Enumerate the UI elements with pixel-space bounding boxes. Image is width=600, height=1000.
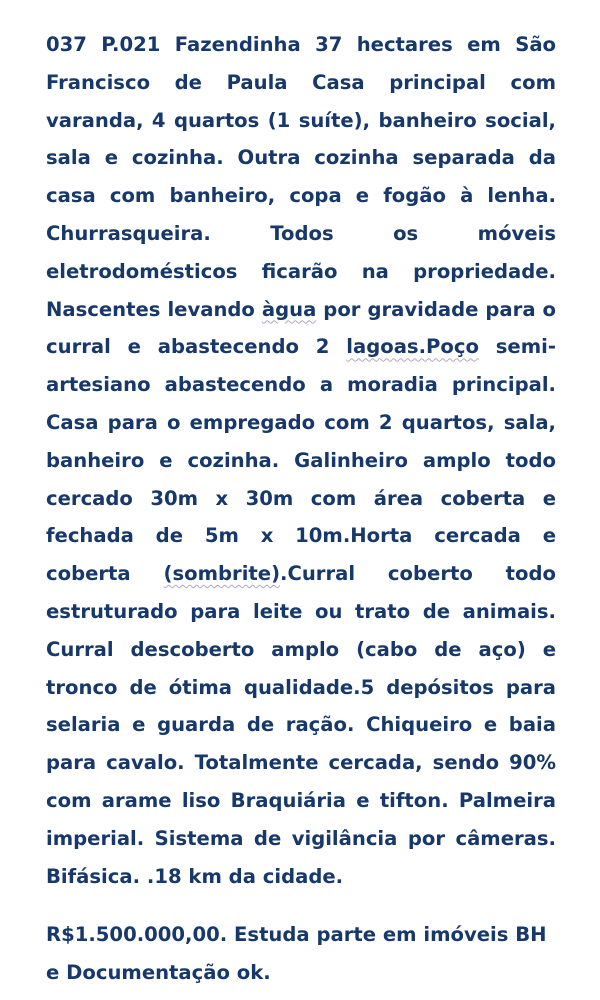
description-part: 037 P.021 Fazendinha 37 hectares em São Francisco de Paula Casa principal com varanda, 4 quartos (1 suíte), banheiro social, sala e cozinha. Outra cozinha separada da casa com banheiro, copa e fogão à lenha. Churrasqueira. Todos os móveis eletrodomésticos ficarão na propriedade. Nascentes levando bbox=[46, 33, 556, 321]
misspelled-word[interactable]: àgua bbox=[261, 297, 317, 321]
price-line: R$1.500.000,00. Estuda parte em imóveis BH e Documentação ok. bbox=[46, 923, 547, 985]
listing-description bbox=[46, 26, 556, 895]
description-part: por gravidade para o curral e abastecendo 2 bbox=[46, 297, 557, 359]
misspelled-word[interactable]: lagoas.Poço bbox=[346, 335, 479, 359]
description-part: .Curral coberto todo estruturado para leite ou trato de animais. Curral descoberto amplo (cabo de aço) e tronco de ótima qualidade.5 depósitos para selaria e guarda de ração. Chiqueiro e baia para cavalo. Totalmente cercada, sendo 90% com arame liso Braquiária e tifton. Palmeira imperial. Sistema de vigilância por câmeras. Bifásica. .18 km da cidade. bbox=[46, 562, 556, 888]
listing-text bbox=[46, 26, 556, 992]
description-part: semi-artesiano abastecendo a moradia principal. Casa para o empregado com 2 quartos, sala, banheiro e cozinha. Galinheiro amplo todo cercado 30m x 30m com área coberta e fechada de 5m x 10m.Horta cercada e coberta bbox=[46, 335, 556, 586]
misspelled-word[interactable]: (sombrite) bbox=[163, 562, 281, 586]
